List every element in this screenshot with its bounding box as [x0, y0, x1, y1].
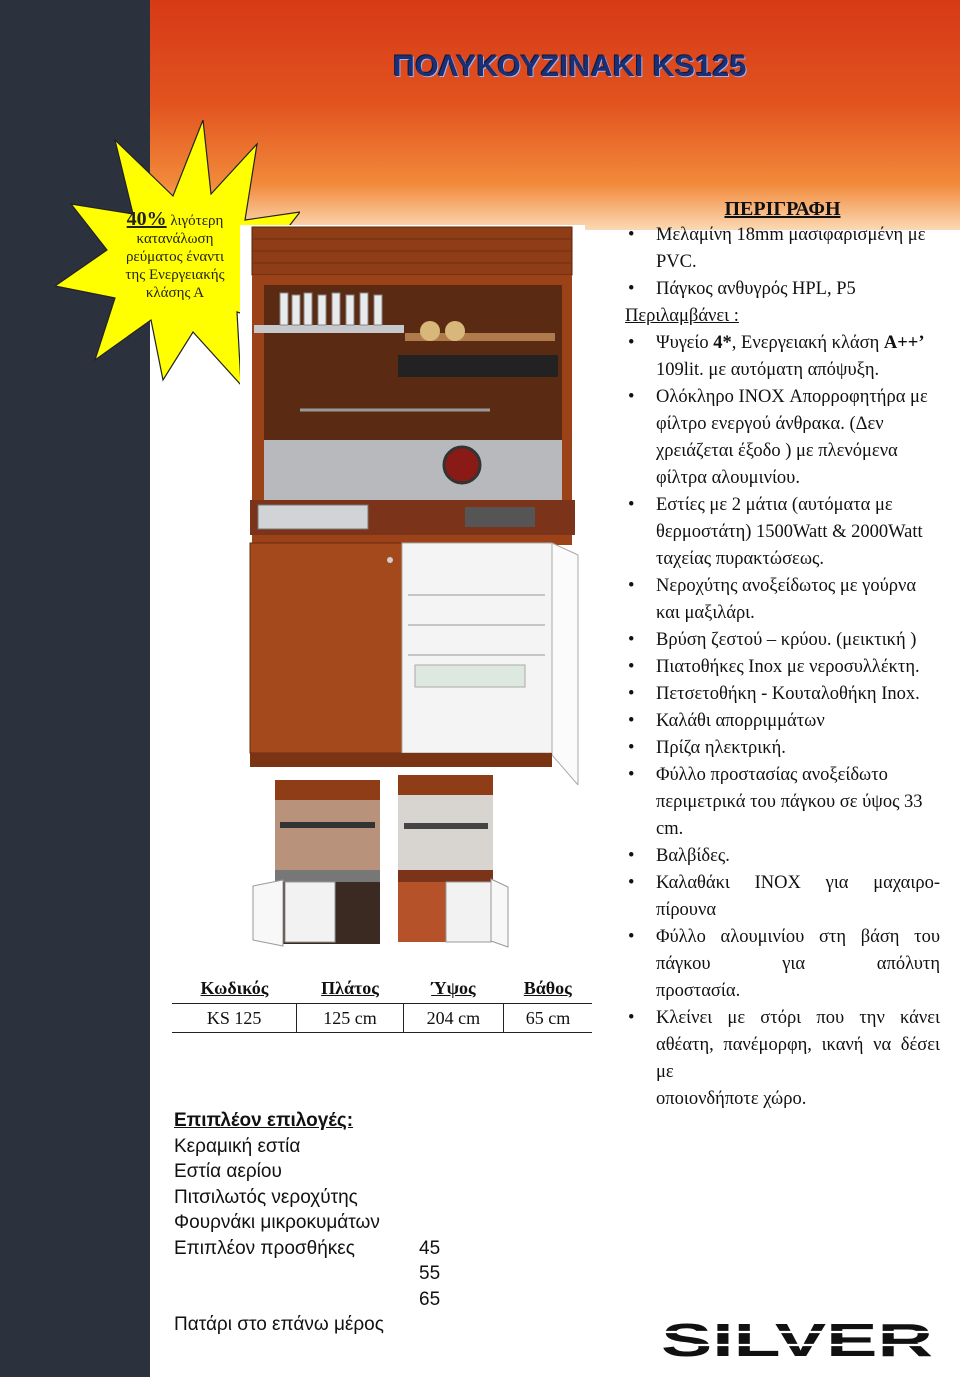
dimensions-row [172, 1004, 592, 1033]
additions-row [174, 1261, 474, 1287]
spec-item-text: Φύλλο αλουμινίου στη βάση του πάγκου για απόλυτη [656, 927, 940, 974]
spec-item: • Βαλβίδες. [625, 843, 940, 870]
additions-label: Επιπλέον προσθήκες [174, 1237, 355, 1259]
spec-item-text-end: προστασία. [656, 981, 741, 1001]
badge-line: της Ενεργειακής [125, 267, 225, 283]
addition-value: 65 [419, 1288, 441, 1310]
silver-brand-logo [660, 1318, 935, 1360]
spec-item-fridge [625, 330, 940, 384]
extra-option: Φουρνάκι μικροκυμάτων [174, 1212, 380, 1233]
badge-line: λιγότερη [170, 213, 224, 229]
spec-item: • Φύλλο προστασίας ανοξείδωτο περιμετρικά του πάγκου σε ύψος 33 cm. [625, 762, 940, 843]
extra-options-section [174, 1108, 474, 1338]
spec-item: • Εστίες με 2 μάτια (αυτόματα με θερμοστάτη) 1500Watt & 2000Watt ταχείας πυρακτώσεως. [625, 492, 940, 573]
badge-percent: 40% [126, 208, 167, 230]
badge-line: ρεύματος έναντι [125, 249, 225, 265]
additions-row [174, 1236, 474, 1262]
badge-text [95, 210, 255, 302]
cell-code: KS 125 [172, 1004, 297, 1033]
includes-label: Περιλαμβάνει : [625, 306, 739, 326]
loft-option: Πατάρι στο επάνω μέρος [174, 1314, 384, 1335]
header-height: Ύψος [403, 976, 503, 1004]
spec-item: • Ολόκληρο INOX Απορροφητήρα με φίλτρο ενεργού άνθρακα. (Δεν χρειάζεται έξοδο ) με πλενόμενα φίλτρα αλουμινίου. [625, 384, 940, 492]
spec-item-text-end: πίρουνα [656, 900, 717, 920]
fridge-mid: , Ενεργειακή κλάση [731, 333, 884, 353]
cell-width: 125 cm [297, 1004, 403, 1033]
addition-value: 55 [419, 1263, 441, 1284]
extra-option: Εστία αερίου [174, 1161, 282, 1182]
spec-item: • Βρύση ζεστού – κρύου. (μεικτική ) [625, 627, 940, 654]
extra-option: Πιτσιλωτός νεροχύτης [174, 1186, 358, 1208]
spec-item-text: Κλείνει με στόρι που την κάνει αθέατη, πανέμορφη, ικανή να δέσει με [656, 1008, 940, 1082]
spec-item: • Καλάθι απορριμμάτων [625, 708, 940, 735]
kitchenette-main-photo [240, 225, 585, 785]
fridge-suffix: 109lit. με αυτόματη απόψυξη. [656, 360, 880, 380]
includes-list [625, 330, 940, 1113]
header-code: Κωδικός [172, 976, 297, 1004]
spec-item [625, 870, 940, 924]
fridge-class: Α++’ [883, 333, 925, 353]
cell-depth: 65 cm [504, 1004, 592, 1033]
light-variant-photo [390, 775, 510, 950]
fridge-stars: 4* [713, 333, 732, 353]
spec-item: • Πετσετοθήκη - Κουταλοθήκη Inox. [625, 681, 940, 708]
additions-row [174, 1287, 474, 1313]
spec-item: • Πάγκος ανθυγρός HPL, P5 [625, 276, 940, 303]
dimensions-table [172, 976, 592, 1033]
page-title: ΠΟΛΥΚΟΥΖΙΝΑΚΙ KS125 [393, 50, 747, 83]
dimensions-header-row [172, 976, 592, 1004]
spec-item: • Νεροχύτης ανοξείδωτος με γούρνα και μαξιλάρι. [625, 573, 940, 627]
spec-item-text: Καλαθάκι INOX για μαχαιρο- [656, 873, 940, 893]
badge-line: κατανάλωση [136, 231, 214, 247]
fridge-prefix: Ψυγείο [656, 333, 714, 353]
badge-line: κλάσης Α [145, 285, 205, 301]
header-depth: Βάθος [504, 976, 592, 1004]
description-heading: ΠΕΡΙΓΡΑΦΗ [724, 198, 841, 220]
spec-item [625, 924, 940, 1005]
spec-item-text-end: οποιονδήποτε χώρο. [656, 1089, 807, 1109]
spec-item [625, 1005, 940, 1113]
spec-item: • Πιατοθήκες Inox με νεροσυλλέκτη. [625, 654, 940, 681]
cell-height: 204 cm [403, 1004, 503, 1033]
description-section [625, 196, 940, 1113]
dark-variant-photo [245, 780, 385, 950]
extras-heading: Επιπλέον επιλογές: [174, 1110, 354, 1131]
extra-option: Κεραμική εστία [174, 1135, 301, 1157]
spec-list [625, 222, 940, 303]
header-width: Πλάτος [297, 976, 403, 1004]
spec-item: • Πρίζα ηλεκτρική. [625, 735, 940, 762]
addition-value: 45 [419, 1237, 441, 1259]
spec-item: • Μελαμίνη 18mm μασιφαρισμένη με PVC. [625, 222, 940, 276]
logo-wordmark: SILVER [661, 1318, 933, 1360]
